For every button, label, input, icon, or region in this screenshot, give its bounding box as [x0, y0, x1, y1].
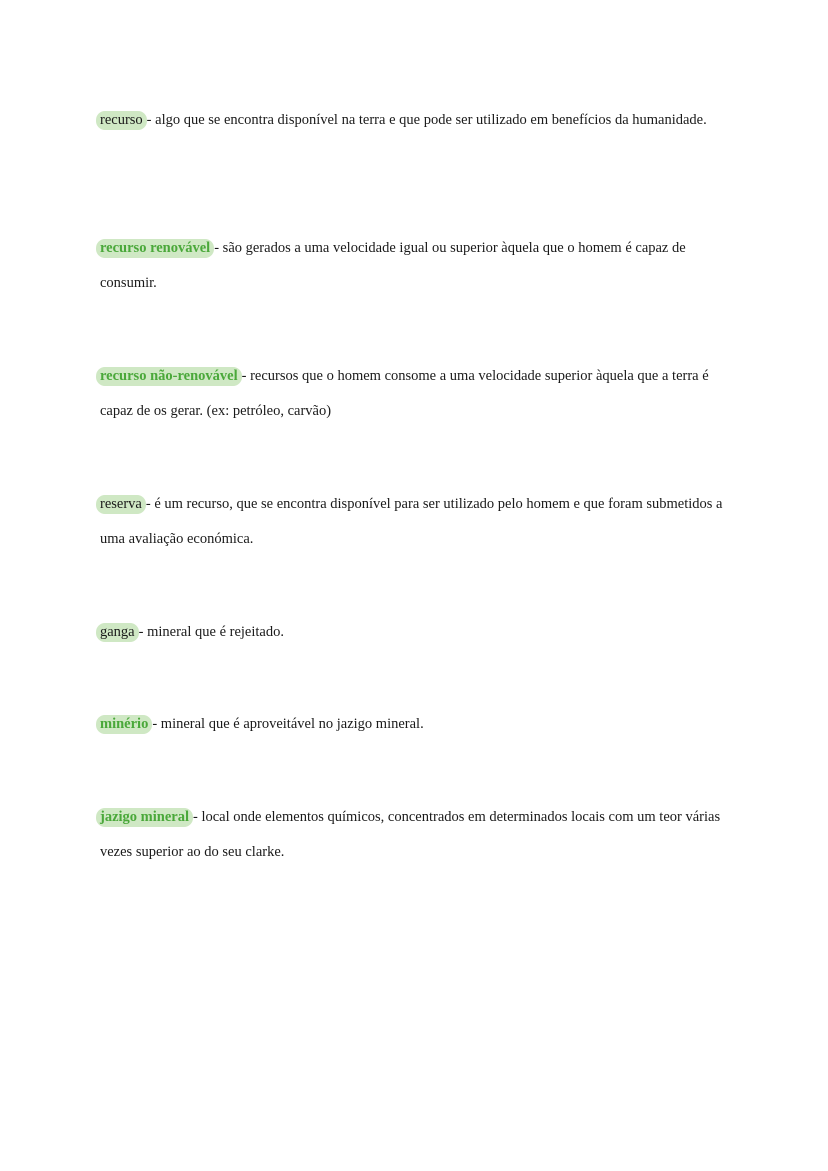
definition-text: mineral que é rejeitado.	[143, 624, 284, 640]
term-highlight: recurso	[96, 111, 147, 130]
term-separator: -	[214, 240, 220, 256]
term-highlight: reserva	[96, 495, 146, 514]
term-separator: -	[193, 809, 198, 825]
definition-ganga	[100, 615, 730, 650]
definition-text: local onde elementos químicos, concentrados em determinados locais com um teor várias vezes superior ao do seu clarke.	[100, 809, 721, 860]
definition-text: são gerados a uma velocidade igual ou superior àquela que o homem é capaz de consumir.	[100, 240, 686, 291]
term-separator: -	[146, 112, 152, 128]
definition-jazigo-mineral	[100, 800, 730, 870]
term-separator: -	[152, 716, 158, 732]
definition-reserva	[100, 487, 730, 557]
definition-recurso-renovavel	[100, 231, 730, 301]
term-highlight: recurso não-renovável	[96, 367, 242, 386]
term-highlight: recurso renovável	[96, 239, 214, 258]
definition-recurso	[100, 103, 730, 138]
term-separator: -	[241, 368, 247, 384]
definition-minerio	[100, 707, 730, 742]
definition-text: recursos que o homem consome a uma velocidade superior àquela que a terra é capaz de os gerar. (ex: petróleo, carvão)	[100, 368, 709, 419]
term-highlight: jazigo mineral	[96, 808, 193, 827]
definition-text: algo que se encontra disponível na terra e que pode ser utilizado em benefícios da humanidade.	[151, 112, 707, 128]
definition-recurso-nao-renovavel	[100, 359, 730, 429]
term-highlight: ganga	[96, 623, 139, 642]
term-separator: -	[138, 624, 144, 640]
definition-text: mineral que é aproveitável no jazigo mineral.	[157, 716, 424, 732]
term-highlight: minério	[96, 715, 152, 734]
term-separator: -	[145, 496, 151, 512]
definition-text: é um recurso, que se encontra disponível para ser utilizado pelo homem e que foram submetidos a uma avaliação económica.	[100, 496, 723, 547]
